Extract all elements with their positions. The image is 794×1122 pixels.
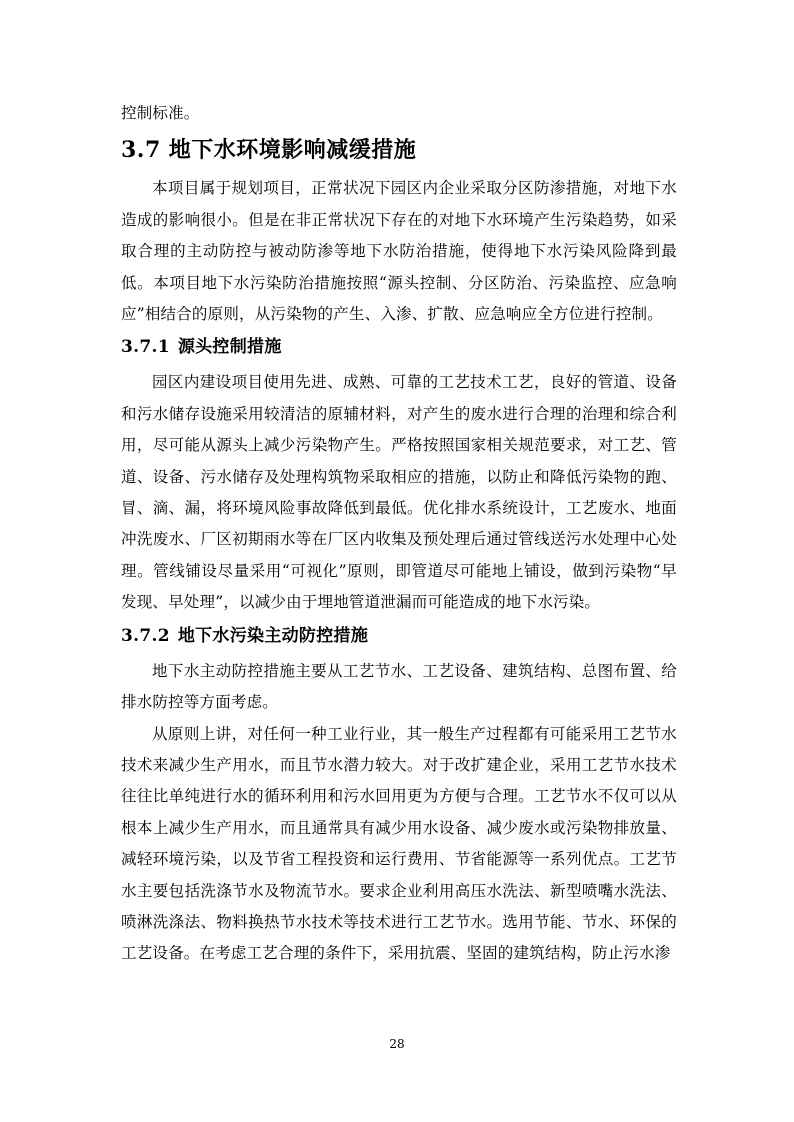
subsection-title: 源头控制措施 [177, 337, 282, 358]
section-number: 3.7 [121, 137, 161, 164]
paragraph: 从原则上讲，对任何一种工业行业，其一般生产过程都有可能采用工艺节水技术来减少生产用水，而且节水潜力较大。对于改扩建企业，采用工艺节水技术往往比单纯进行水的循环利用和污水回用更为方便与合理。工艺节水不仅可以从根本上减少生产用水，而且通常具有减少用水设备、减少废水或污染物排放量、减轻环境污染，以及节省工程投资和运行费用、节省能源等一系列优点。工艺节水主要包括洗涤节水及物流节水。要求企业利用高压水洗法、新型喷嘴水洗法、喷淋洗涤法、物料换热节水技术等技术进行工艺节水。选用节能、节水、环保的工艺设备。在考虑工艺合理的条件下，采用抗震、坚固的建筑结构，防止污水渗 [121, 724, 677, 963]
subsection-heading [121, 332, 677, 363]
section-heading [121, 133, 677, 167]
subsection-number: 3.7.1 [121, 337, 170, 358]
paragraph: 地下水主动防控措施主要从工艺节水、工艺设备、建筑结构、总图布置、给排水防控等方面考虑。 [121, 661, 677, 712]
paragraph: 园区内建设项目使用先进、成熟、可靠的工艺技术工艺，良好的管道、设备和污水储存设施采用较清洁的原辅材料，对产生的废水进行合理的治理和综合利用，尽可能从源头上减少污染物产生。严格按照国家相关规范要求，对工艺、管道、设备、污水储存及处理构筑物采取相应的措施，以防止和降低污染物的跑、冒、滴、漏，将环境风险事故降低到最低。优化排水系统设计，工艺废水、地面冲洗废水、厂区初期雨水等在厂区内收集及预处理后通过管线送污水处理中心处理。管线铺设尽量采用“可视化”原则，即管道尽可能地上铺设，做到污染物“早发现、早处理”，以减少由于埋地管道泄漏而可能造成的地下水污染。 [121, 373, 677, 612]
page-content [121, 98, 677, 970]
section-intro-paragraph: 本项目属于规划项目，正常状况下园区内企业采取分区防渗措施，对地下水造成的影响很小。但是在非正常状况下存在的对地下水环境产生污染趋势，如采取合理的主动防控与被动防渗等地下水防治措施，使得地下水污染风险降到最低。本项目地下水污染防治措施按照“源头控制、分区防治、污染监控、应急响应”相结合的原则，从污染物的产生、入渗、扩散、应急响应全方位进行控制。 [121, 179, 677, 324]
subsection-title: 地下水污染主动防控措施 [177, 625, 369, 646]
section-title: 地下水环境影响减缓措施 [168, 137, 417, 164]
continued-text: 控制标准。 [121, 104, 200, 122]
subsection-heading [121, 621, 677, 652]
page-number: 28 [389, 1037, 405, 1051]
subsection-number: 3.7.2 [121, 625, 170, 646]
